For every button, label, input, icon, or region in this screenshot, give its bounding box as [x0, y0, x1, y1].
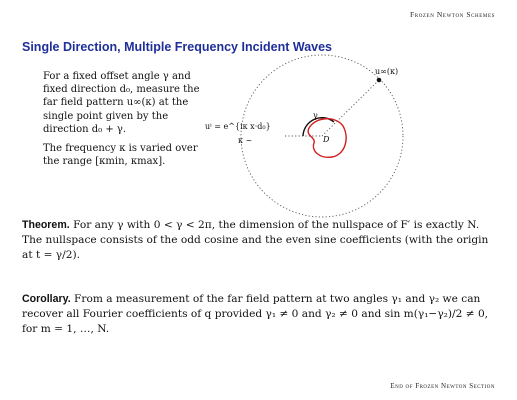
slide-title: Single Direction, Multiple Frequency Incident Waves [22, 40, 333, 54]
running-header: Frozen Newton Schemes [409, 10, 495, 19]
obstacle-label: D [323, 135, 330, 144]
theorem-body: For any γ with 0 < γ < 2π, the dimension of the nullspace of F′ is exactly N. The nullspace consists of the odd cosine and the even sine coefficients (with the origin at t = γ/2). [22, 219, 489, 261]
corollary-body: From a measurement of the far field pattern at two angles γ₁ and γ₂ we can recover all Fourier coefficients of q provided γ₁ ≠ 0 and γ₂ ≠ 0 and sin m(γ₁−γ₂)/2 ≠ 0, for m = 1, …, N. [22, 293, 489, 335]
kappa-label: κ ~ [238, 136, 253, 145]
corollary-paragraph [22, 292, 492, 337]
corollary-heading: Corollary. [22, 293, 71, 305]
far-field-label: u∞(κ) [375, 67, 399, 76]
theorem-heading: Theorem. [22, 219, 70, 231]
description-paragraph-2: The frequency κ is varied over the range [κmin, κmax]. [43, 143, 198, 168]
angle-label: γ [313, 111, 318, 120]
description-paragraph-1: For a fixed offset angle γ and fixed direction d₀, measure the far field pattern u∞(κ) at the single point given by the direction d₀ + γ. [43, 71, 200, 135]
footer-text: End of Frozen Newton Section [390, 382, 495, 390]
theorem-paragraph [22, 218, 492, 263]
far-field-point [377, 78, 382, 83]
direction-line [322, 80, 379, 136]
incident-wave-label: uⁱ = e^{iκ x·d₀} [205, 122, 271, 131]
